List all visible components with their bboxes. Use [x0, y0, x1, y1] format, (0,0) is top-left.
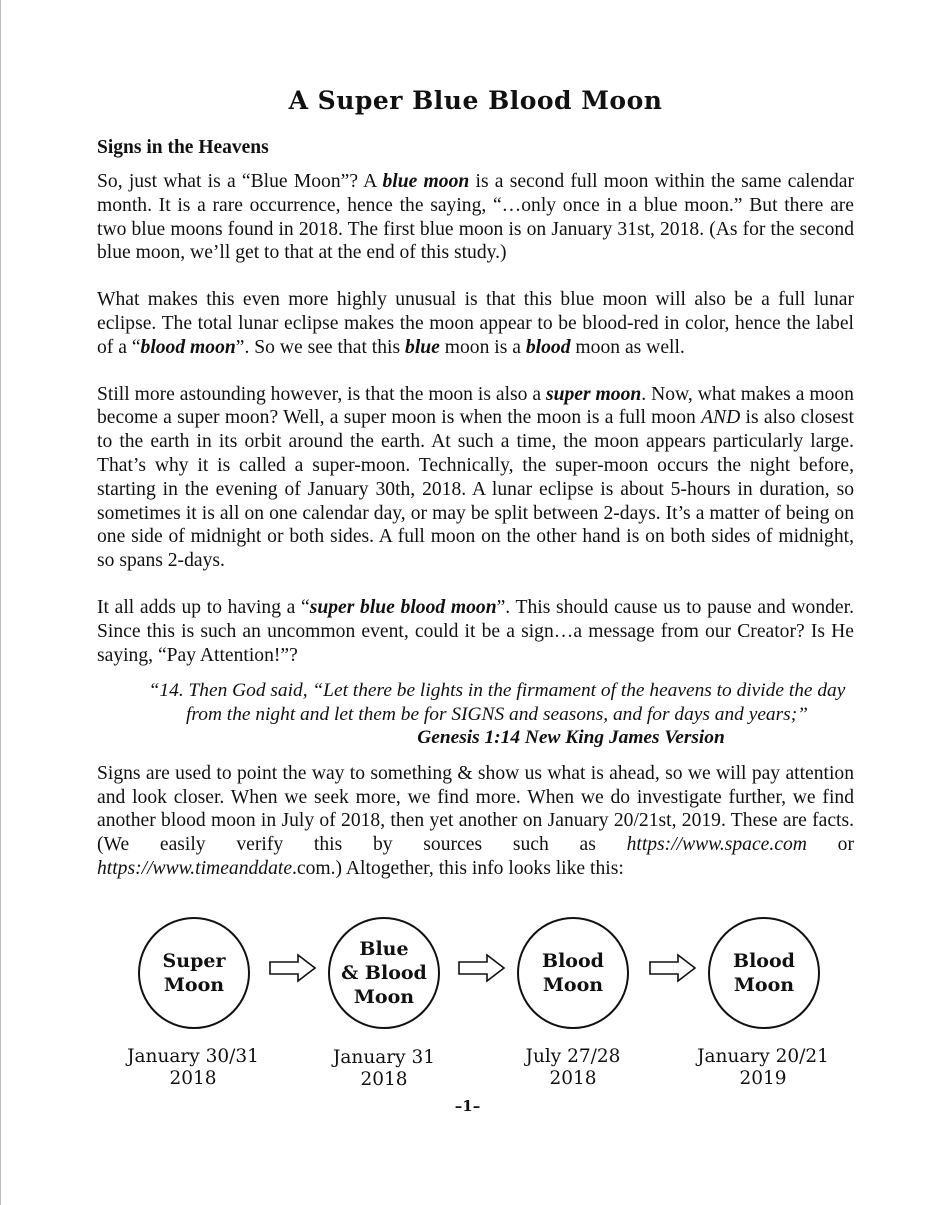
page-title: A Super Blue Blood Moon [288, 86, 663, 115]
text-run: or [806, 834, 854, 856]
text-run: So, just what is a “Blue Moon”? A [97, 171, 383, 192]
moon-circle-label: Blood Moon [542, 950, 604, 996]
moon-circle-super [138, 917, 250, 1029]
scripture-quote [97, 679, 857, 750]
moon-circle-blood-july [517, 917, 629, 1029]
page-number: –1– [454, 1097, 481, 1115]
text-run: It all adds up to having a “ [97, 596, 310, 618]
emphasis-super-blue-blood-moon: super blue blood moon [309, 596, 497, 618]
text-run: moon as well. [570, 336, 685, 358]
text-run: Signs are used to point the way to something & show us what is ahead, so we will pay attention and look closer. When we seek more, we find more. When we do investigate further, we find another blood moon in July of 2018, then yet another on January 20/21st, 2019. These are facts. (We easily verify this by sources such as [97, 762, 854, 856]
emphasis-and: AND [701, 407, 741, 429]
paragraph-blue-moon [97, 170, 854, 265]
link-text-space: https://www.space.com [626, 834, 807, 856]
link-text-timeanddate: https://www.timeanddate [97, 858, 293, 880]
text-run: is also closest to the earth in its orbit around the earth. At such a time, the moon appears particularly large. That’s why it is called a super-moon. Technically, the super-moon occurs the night before, starting in the evening of January 30th, 2018. A lunar eclipse is about 5-hours in duration, so sometimes it is all on one calendar day, or may be split between 2-days. It’s a matter of being on one side of midnight or both sides. A full moon on the other hand is on both sides of midnight, so spans 2-days. [97, 407, 854, 572]
moon-circle-label: Blue & Blood Moon [341, 938, 427, 1008]
text-run: moon is a [439, 336, 526, 358]
emphasis-blood-moon: blood moon [140, 336, 236, 358]
document-page [97, 86, 854, 904]
right-arrow-icon [457, 953, 507, 983]
text-run: ”. This should cause us to pause and wonder. Since this is such an uncommon event, could it be a sign…a message from our Creator? Is He saying, “Pay Attention!”? [97, 596, 854, 666]
emphasis-blood: blood [525, 336, 571, 358]
moon-date-blood-july: July 27/28 2018 [525, 1046, 621, 1089]
text-run: What makes this even more highly unusual is that this blue moon will also be a full lunar eclipse. The total lunar eclipse makes the moon appear to be blood-red in color, hence the label of a “ [97, 289, 854, 358]
emphasis-blue: blue [405, 336, 440, 358]
paragraph-super-moon [97, 383, 854, 573]
page-edge [0, 0, 1, 1205]
text-run: is a second full moon within the same calendar month. It is a rare occurrence, hence the saying, “…only once in a blue moon.” But there are two blue moons found in 2018. The first blue moon is on January 31st, 2018. (As for the second blue moon, we’ll get to that at the end of this study.) [97, 171, 854, 264]
moon-circle-blood-january [708, 917, 820, 1029]
quote-text: “14. Then God said, “Let there be lights in the firmament of the heavens to divide the day from the night and let them be for SIGNS and seasons, and for days and years;” [148, 680, 846, 725]
paragraph-blood-moon [97, 288, 854, 359]
paragraph-signs [97, 762, 854, 881]
emphasis-blue-moon: blue moon [382, 171, 470, 192]
text-run: ”. So we see that this [235, 336, 406, 358]
paragraph-sign [97, 596, 854, 667]
emphasis-super-moon: super moon [545, 383, 642, 405]
text-run: . Now, what makes a moon become a super moon? Well, a super moon is when the moon is a full moon [97, 383, 854, 429]
moon-date-blood-january: January 20/21 2019 [697, 1046, 829, 1089]
moon-circle-blue-blood [328, 917, 440, 1029]
moon-date-super: January 30/31 2018 [127, 1046, 259, 1089]
text-run: Still more astounding however, is that the moon is also a [97, 383, 546, 405]
moon-date-blue-blood: January 31 2018 [332, 1047, 436, 1090]
right-arrow-icon [648, 953, 698, 983]
right-arrow-icon [268, 953, 318, 983]
quote-reference: Genesis 1:14 New King James Version [417, 727, 725, 749]
moon-circle-label: Blood Moon [733, 950, 795, 996]
moon-circle-label: Super Moon [162, 950, 226, 996]
section-heading: Signs in the Heavens [97, 137, 269, 158]
text-run: .com.) Altogether, this info looks like this: [292, 858, 624, 880]
